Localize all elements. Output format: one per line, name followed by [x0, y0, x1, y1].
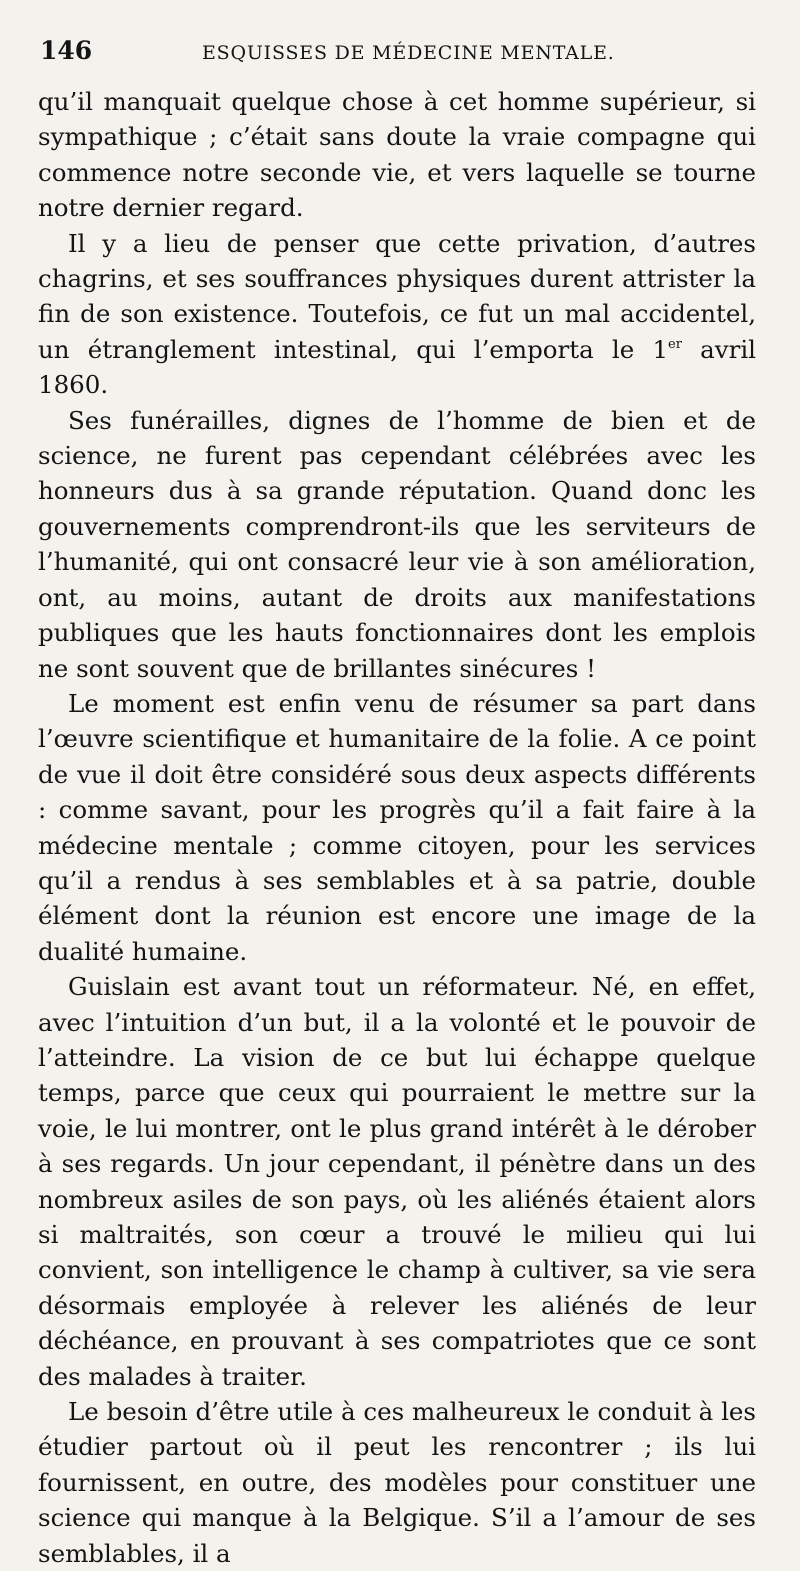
- running-title: ESQUISSES DE MÉDECINE MENTALE.: [202, 42, 615, 64]
- body-text: [38, 84, 756, 1571]
- paragraph: Le besoin d’être utile à ces malheureux le conduit à les étudier partout où il peut les rencontrer ; ils lui fournissent, en outre, des modèles pour constituer une science qui manque à la Belgique. S’il a l’amour de ses semblables, il a: [38, 1397, 756, 1568]
- page-header: [38, 36, 756, 76]
- ordinal-superscript: er: [668, 336, 682, 352]
- paragraph-continuation: qu’il manquait quelque chose à cet homme supérieur, si sympathique ; c’était sans doute la vraie compagne qui commence notre seconde vie, et vers laquelle se tourne notre dernier regard.: [38, 87, 756, 223]
- paragraph-text: Il y a lieu de penser que cette privation, d’autres chagrins, et ses souffrances physiques durent attrister la fin de son existence. Toutefois, ce fut un mal accidentel, un étranglement intestinal, qui l’emporta le 1: [38, 228, 756, 364]
- paragraph: Guislain est avant tout un réformateur. Né, en effet, avec l’intuition d’un but, il a la volonté et le pouvoir de l’atteindre. La vision de ce but lui échappe quelque temps, parce que ceux qui pourraient le mettre sur la voie, le lui montrer, ont le plus grand intérêt à le dérober à ses regards. Un jour cependant, il pénètre dans un des nombreux asiles de son pays, où les aliénés étaient alors si maltraités, son cœur a trouvé le milieu qui lui convient, son intelligence le champ à cultiver, sa vie sera désormais employée à relever les aliénés de leur déchéance, en prouvant à ses compatriotes que ce sont des malades à traiter.: [38, 972, 756, 1391]
- paragraph-text-end: avril 1860.: [38, 334, 756, 400]
- page-number: 146: [40, 36, 93, 65]
- paragraph: Le moment est enfin venu de résumer sa part dans l’œuvre scientifique et humanitaire de la folie. A ce point de vue il doit être considéré sous deux aspects différents : comme savant, pour les progrès qu’il a fait faire à la médecine mentale ; comme citoyen, pour les services qu’il a rendus à ses semblables et à sa patrie, double élément dont la réunion est encore une image de la dualité humaine.: [38, 688, 756, 966]
- paragraph: Ses funérailles, dignes de l’homme de bien et de science, ne furent pas cependant célébrées avec les honneurs dus à sa grande réputation. Quand donc les gouvernements comprendront-ils que les serviteurs de l’humanité, qui ont consacré leur vie à son amélioration, ont, au moins, autant de droits aux manifestations publiques que les hauts fonctionnaires dont les emplois ne sont souvent que de brillantes sinécures !: [38, 405, 756, 683]
- paragraph: [38, 226, 756, 403]
